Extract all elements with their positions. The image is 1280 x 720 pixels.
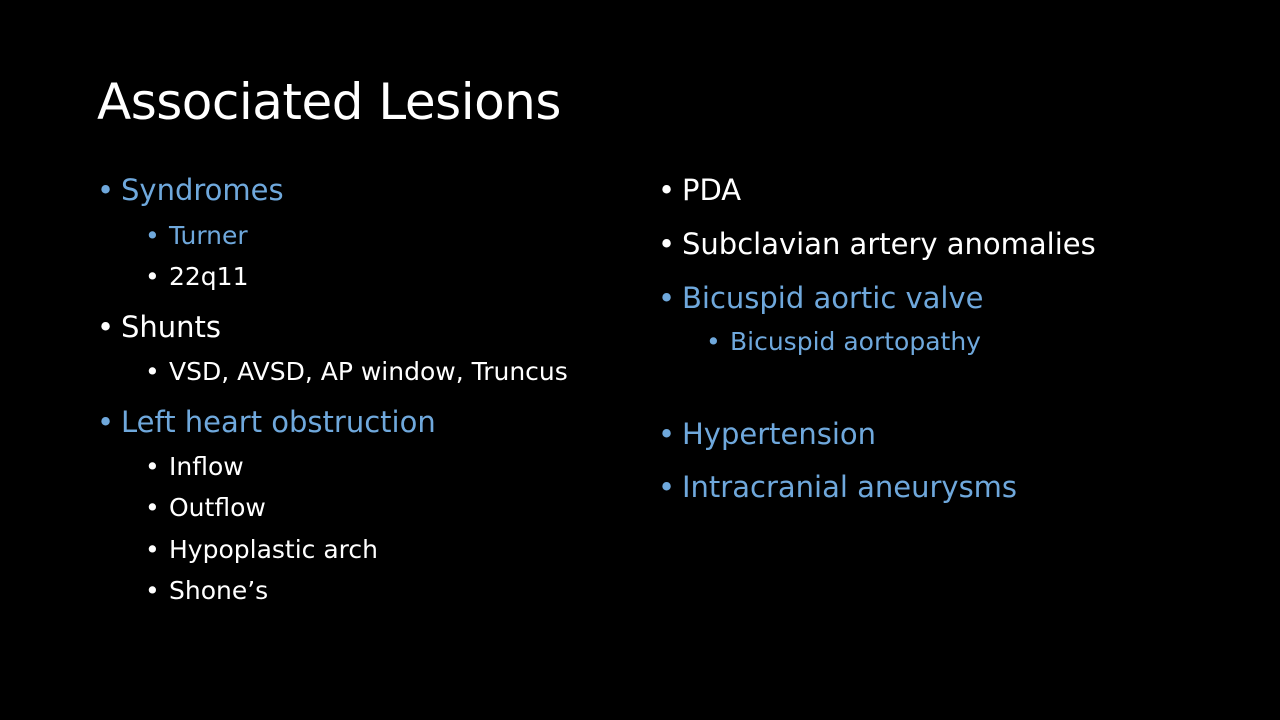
bullet-icon: •	[97, 405, 115, 439]
bullet-text: 22q11	[169, 262, 249, 291]
bullet-item-22q11	[145, 264, 249, 289]
bullet-item-subclavian-artery-anomalies	[658, 227, 1096, 261]
bullet-item-shunt-types	[145, 359, 568, 384]
bullet-icon: •	[145, 452, 160, 481]
bullet-text: VSD, AVSD, AP window, Truncus	[169, 357, 568, 386]
bullet-item-inflow	[145, 454, 244, 479]
bullet-item-shones	[145, 578, 268, 603]
slide-title: Associated Lesions	[97, 73, 561, 131]
bullet-item-hypoplastic-arch	[145, 537, 378, 562]
bullet-item-outflow	[145, 495, 266, 520]
bullet-icon: •	[145, 221, 160, 250]
bullet-icon: •	[658, 417, 676, 451]
bullet-text: Hypertension	[682, 417, 877, 451]
bullet-text: Hypoplastic arch	[169, 535, 378, 564]
bullet-item-bicuspid-aortic-valve	[658, 281, 984, 315]
bullet-text: Left heart obstruction	[121, 405, 436, 439]
bullet-icon: •	[706, 327, 721, 356]
bullet-text: Subclavian artery anomalies	[682, 227, 1096, 261]
bullet-icon: •	[658, 173, 676, 207]
bullet-item-bicuspid-aortopathy	[706, 329, 981, 354]
bullet-text: PDA	[682, 173, 742, 207]
bullet-icon: •	[97, 310, 115, 344]
bullet-text: Bicuspid aortic valve	[682, 281, 984, 315]
bullet-text: Syndromes	[121, 173, 284, 207]
bullet-icon: •	[145, 576, 160, 605]
bullet-text: Intracranial aneurysms	[682, 470, 1018, 504]
bullet-icon: •	[658, 227, 676, 261]
bullet-icon: •	[145, 493, 160, 522]
bullet-item-pda	[658, 173, 742, 207]
bullet-item-turner	[145, 223, 248, 248]
bullet-text: Inflow	[169, 452, 244, 481]
bullet-text: Shone’s	[169, 576, 269, 605]
bullet-text: Turner	[169, 221, 248, 250]
bullet-text: Shunts	[121, 310, 222, 344]
bullet-icon: •	[97, 173, 115, 207]
bullet-item-hypertension	[658, 417, 877, 451]
bullet-item-intracranial-aneurysms	[658, 470, 1018, 504]
bullet-text: Outflow	[169, 493, 266, 522]
bullet-icon: •	[145, 262, 160, 291]
bullet-icon: •	[145, 357, 160, 386]
bullet-icon: •	[145, 535, 160, 564]
bullet-icon: •	[658, 281, 676, 315]
bullet-text: Bicuspid aortopathy	[730, 327, 981, 356]
bullet-item-left-heart-obstruction	[97, 405, 436, 439]
bullet-icon: •	[658, 470, 676, 504]
bullet-item-shunts	[97, 310, 222, 344]
bullet-item-syndromes	[97, 173, 284, 207]
